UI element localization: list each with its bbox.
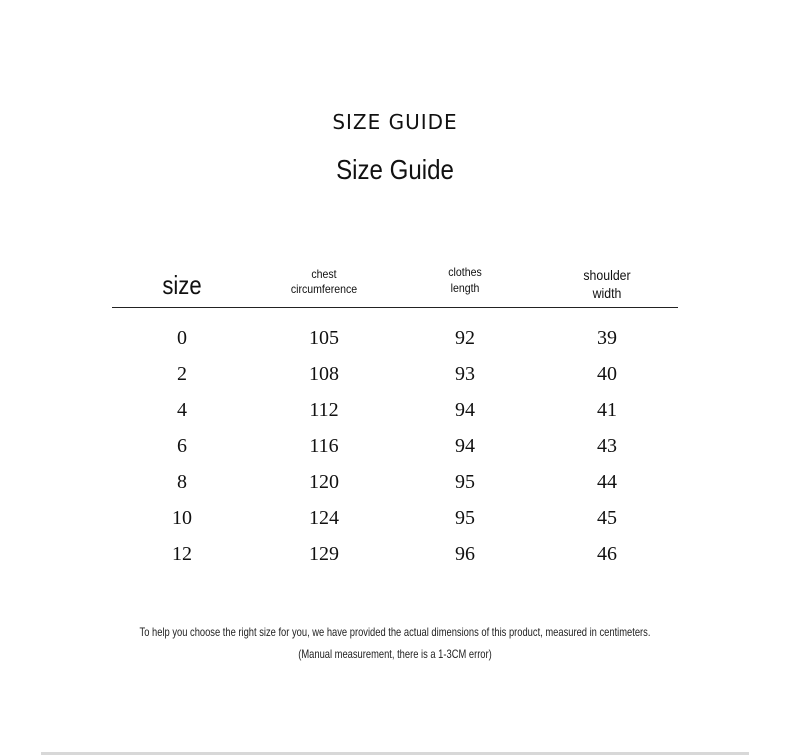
header-chest-line1: chest [311, 267, 337, 281]
cell-shoulder: 40 [597, 363, 617, 385]
page-title: Size Guide [336, 154, 454, 185]
cell-shoulder: 41 [597, 399, 617, 421]
cell-length: 95 [455, 507, 475, 529]
table-row [112, 325, 678, 361]
cell-shoulder: 39 [597, 327, 617, 349]
cell-length: 93 [455, 363, 475, 385]
cell-shoulder: 46 [597, 543, 617, 565]
cell-chest: 124 [309, 507, 339, 529]
measurement-error-note: (Manual measurement, there is a 1-3CM error) [298, 647, 492, 661]
cell-chest: 116 [309, 435, 339, 457]
header-length-line1: clothes [448, 265, 482, 279]
size-table [112, 262, 678, 577]
table-row [112, 361, 678, 397]
table-row [112, 397, 678, 433]
cell-length: 94 [455, 399, 475, 421]
cell-shoulder: 45 [597, 507, 617, 529]
cell-chest: 120 [309, 471, 339, 493]
table-row [112, 469, 678, 505]
cell-size: 2 [177, 363, 187, 385]
cell-chest: 129 [309, 543, 339, 565]
measurement-note: To help you choose the right size for you, we have provided the actual dimensions of this product, measured in centimeters. [139, 625, 651, 639]
cell-size: 8 [177, 471, 187, 493]
page-title-upper: SIZE GUIDE [332, 110, 458, 134]
header-chest-circumference [261, 267, 388, 297]
cell-shoulder: 44 [597, 471, 617, 493]
cell-shoulder: 43 [597, 435, 617, 457]
cell-size: 4 [177, 399, 187, 421]
header-clothes-length [404, 264, 525, 296]
bottom-divider [41, 752, 749, 755]
table-row [112, 505, 678, 541]
header-chest-line2: circumference [290, 282, 358, 296]
cell-length: 92 [455, 327, 475, 349]
cell-size: 10 [172, 507, 192, 529]
table-header-row [112, 262, 678, 308]
cell-length: 95 [455, 471, 475, 493]
header-size: size [162, 270, 202, 300]
cell-size: 6 [177, 435, 187, 457]
cell-chest: 112 [309, 399, 339, 421]
cell-length: 94 [455, 435, 475, 457]
table-row [112, 433, 678, 469]
header-shoulder-line2: width [592, 285, 622, 301]
cell-size: 0 [177, 327, 187, 349]
cell-length: 96 [455, 543, 475, 565]
table-row [112, 541, 678, 577]
table-body [112, 325, 678, 577]
cell-chest: 105 [309, 327, 339, 349]
cell-chest: 108 [309, 363, 339, 385]
header-shoulder-width [543, 266, 671, 302]
header-shoulder-line1: shoulder [583, 267, 631, 283]
header-length-line2: length [450, 281, 480, 295]
cell-size: 12 [172, 543, 192, 565]
